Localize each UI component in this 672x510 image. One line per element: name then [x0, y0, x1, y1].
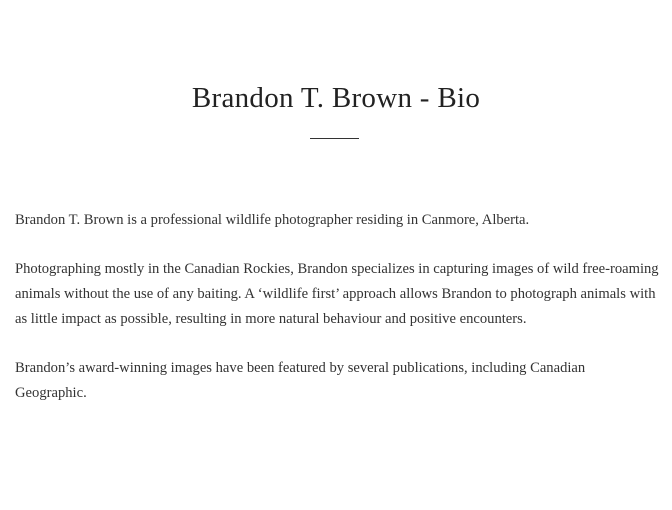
page-title: Brandon T. Brown - Bio — [191, 82, 481, 114]
bio-paragraph-approach: Photographing mostly in the Canadian Rockies, Brandon specializes in capturing images of wild free-roaming animals without the use of any baiting. A ‘wildlife first’ approach allows Brandon to photograph animals with as little impact as possible, resulting in more natural behaviour and positive encounters. — [15, 261, 659, 327]
title-divider — [310, 138, 359, 139]
bio-paragraph-intro: Brandon T. Brown is a professional wildlife photographer residing in Canmore, Alberta. — [15, 212, 530, 228]
bio-paragraph-publications: Brandon’s award-winning images have been featured by several publications, including Canadian Geographic. — [15, 360, 586, 402]
bio-content — [15, 208, 660, 431]
